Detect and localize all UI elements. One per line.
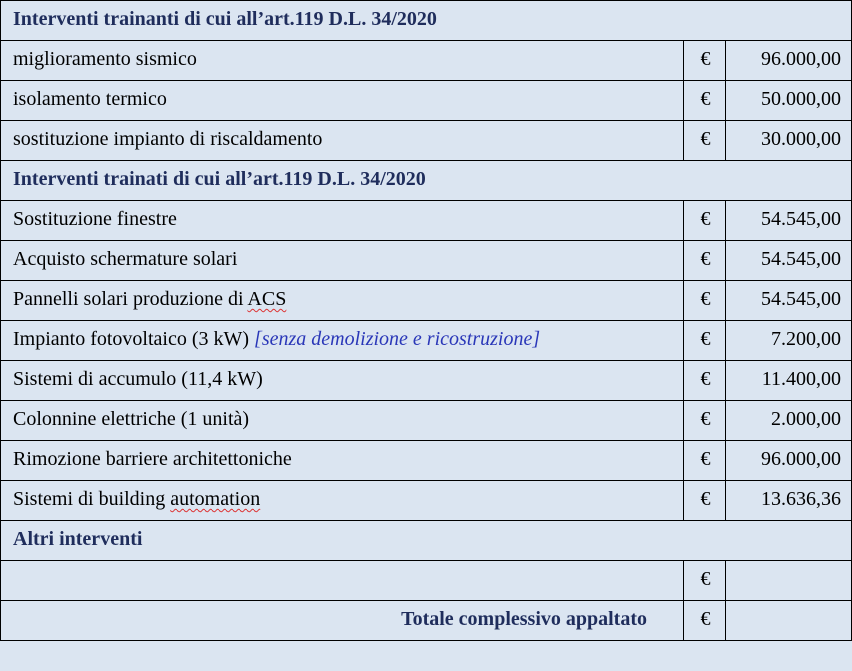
section-title: Interventi trainati di cui all’art.119 D.L. 34/2020 (1, 161, 852, 201)
currency-symbol: € (684, 561, 726, 601)
table-row (1, 401, 852, 441)
row-amount: 54.545,00 (726, 201, 852, 241)
section-header-altri (1, 521, 852, 561)
currency-symbol: € (684, 321, 726, 361)
table-row (1, 321, 852, 361)
total-amount (726, 601, 852, 641)
row-amount: 2.000,00 (726, 401, 852, 441)
currency-symbol: € (684, 401, 726, 441)
table-row (1, 121, 852, 161)
row-label: Acquisto schermature solari (1, 241, 684, 281)
row-amount: 11.400,00 (726, 361, 852, 401)
table-row (1, 281, 852, 321)
currency-symbol: € (684, 241, 726, 281)
row-label: Sostituzione finestre (1, 201, 684, 241)
currency-symbol: € (684, 121, 726, 161)
row-amount: 54.545,00 (726, 241, 852, 281)
row-amount: 54.545,00 (726, 281, 852, 321)
currency-symbol: € (684, 481, 726, 521)
currency-symbol: € (684, 81, 726, 121)
row-label-text: Sistemi di building (13, 488, 171, 510)
row-label: Sistemi di accumulo (11,4 kW) (1, 361, 684, 401)
table-row (1, 441, 852, 481)
row-label (1, 481, 684, 521)
row-label: isolamento termico (1, 81, 684, 121)
table-row (1, 481, 852, 521)
table-row (1, 201, 852, 241)
row-amount (726, 561, 852, 601)
table-row (1, 561, 852, 601)
row-label: sostituzione impianto di riscaldamento (1, 121, 684, 161)
row-note: [senza demolizione e ricostruzione] (254, 328, 541, 350)
section-title: Interventi trainanti di cui all’art.119 D.L. 34/2020 (1, 1, 852, 41)
row-amount: 13.636,36 (726, 481, 852, 521)
row-label: miglioramento sismico (1, 41, 684, 81)
table-row (1, 81, 852, 121)
spellcheck-marked-word: automation (170, 488, 261, 510)
row-amount: 96.000,00 (726, 41, 852, 81)
row-label: Rimozione barriere architettoniche (1, 441, 684, 481)
row-amount: 50.000,00 (726, 81, 852, 121)
row-amount: 30.000,00 (726, 121, 852, 161)
table-row (1, 241, 852, 281)
total-label: Totale complessivo appaltato (1, 601, 684, 641)
currency-symbol: € (684, 441, 726, 481)
total-row (1, 601, 852, 641)
row-label-text: Impianto fotovoltaico (3 kW) (13, 328, 255, 350)
table-row (1, 41, 852, 81)
section-title: Altri interventi (1, 521, 852, 561)
row-amount: 7.200,00 (726, 321, 852, 361)
row-label-text: Pannelli solari produzione di (13, 288, 248, 310)
row-label (1, 281, 684, 321)
currency-symbol: € (684, 41, 726, 81)
section-header-trainanti (1, 1, 852, 41)
spellcheck-marked-word: ACS (247, 288, 287, 310)
section-header-trainati (1, 161, 852, 201)
row-label (1, 321, 684, 361)
currency-symbol: € (684, 281, 726, 321)
currency-symbol: € (684, 601, 726, 641)
table-row (1, 361, 852, 401)
row-amount: 96.000,00 (726, 441, 852, 481)
currency-symbol: € (684, 201, 726, 241)
currency-symbol: € (684, 361, 726, 401)
row-label: Colonnine elettriche (1 unità) (1, 401, 684, 441)
row-label (1, 561, 684, 601)
